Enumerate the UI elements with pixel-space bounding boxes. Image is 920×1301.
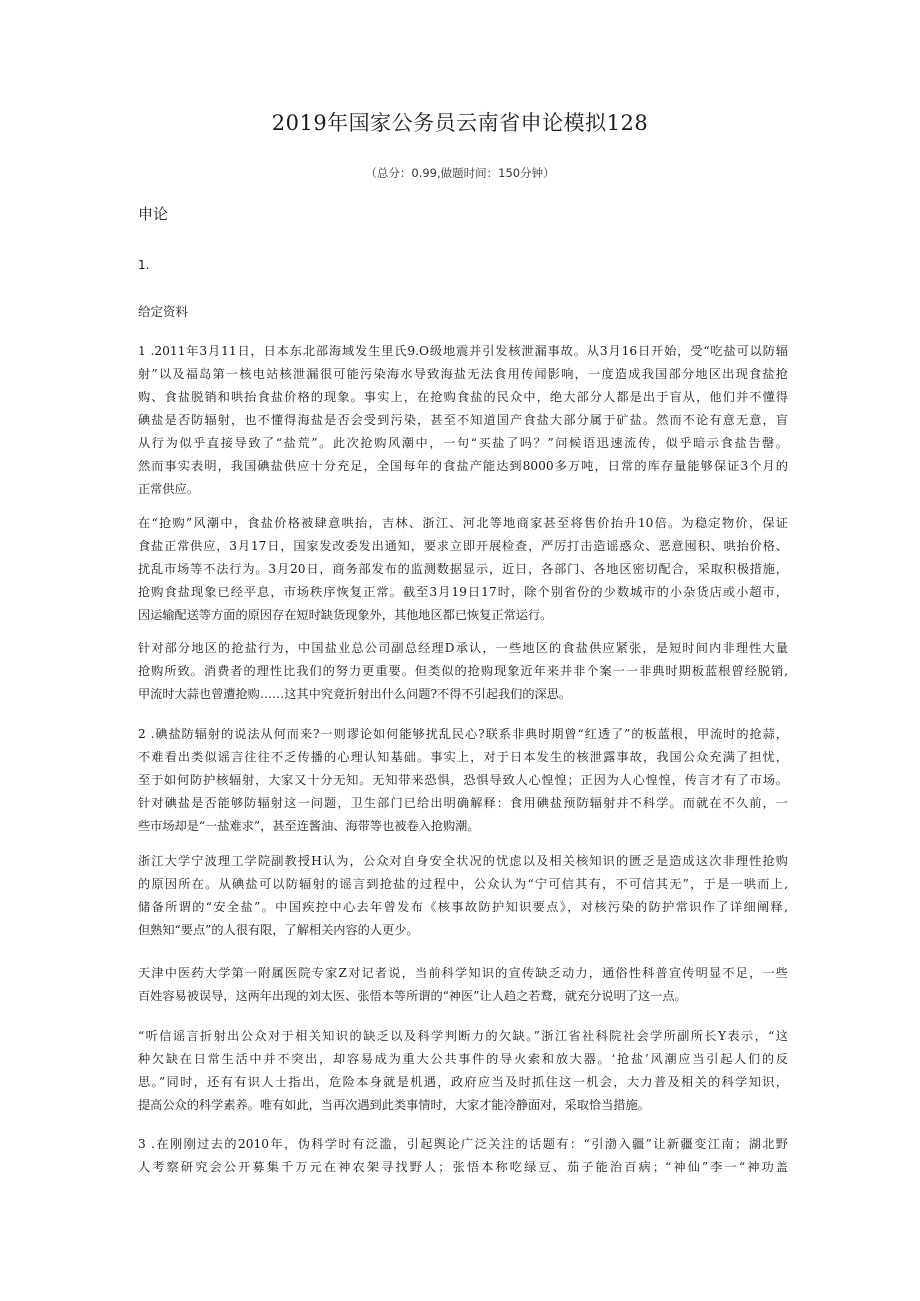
material-label: 给定资料	[138, 304, 189, 319]
text-line: 的原因所在。从碘盐可以防辐射的谣言到抢盐的过程中，公众认为“宁可信其有，不可信其无”，于是一哄而上,	[138, 877, 788, 891]
document-title: 2019年国家公务员云南省申论模拟128	[271, 111, 649, 135]
text-line: 食盐正常供应，3月17日，国家发改委发出通知，要求立即开展检查，严厉打击造谣惑众、恶意囤积、哄抬价格、	[138, 539, 788, 553]
paragraph-2	[138, 512, 788, 627]
text-line: 些市场却是“一盐难求”，甚至连酱油、海带等也被卷入抢购潮。	[138, 819, 480, 833]
text-line: 3 .在刚刚过去的2010年，伪科学时有泛滥，引起舆论广泛关注的话题有：“引渤入疆”让新疆变江南；湖北野	[138, 1137, 788, 1151]
text-line: 浙江大学宁波理工学院副教授H认为，公众对自身安全状况的忧虑以及相关核知识的匮乏是造成这次非理性抢购	[138, 854, 788, 868]
paragraph-4	[138, 723, 788, 838]
text-line: 但熟知“要点”的人很有限，了解相关内容的人更少。	[138, 923, 419, 937]
text-line: 百姓容易被误导，这两年出现的刘太医、张悟本等所谓的“神医”让人趋之若鹜，就充分说明了这一点。	[138, 989, 687, 1003]
text-line: 射”以及福岛第一核电站核泄漏很可能污染海水导致海盐无法食用传闻影响，一度造成我国部分地区出现食盐抢	[138, 367, 788, 381]
text-line: 天津中医药大学第一附属医院专家Z对记者说，当前科学知识的宣传缺乏动力，通俗性科普宣传明显不足，一些	[138, 966, 788, 980]
text-line: 针对部分地区的抢盐行为，中国盐业总公司副总经理D承认，一些地区的食盐供应紧张，是短时间内非理性大量	[138, 641, 788, 655]
text-line: 因运输配送等方面的原因存在短时缺货现象外，其他地区都已恢复正常运行。	[138, 608, 553, 622]
text-line: 储备所谓的“安全盐”。中国疾控中心去年曾发布《核事故防护知识要点》，对核污染的防护常识作了详细阐释,	[138, 900, 788, 914]
text-line: 扰乱市场等不法行为。3月20日，商务部发布的监测数据显示，近日，各部门、各地区密切配合，采取积极措施，	[138, 562, 788, 576]
text-line: 2 .碘盐防辐射的说法从何而来?一则谬论如何能够扰乱民心?联系非典时期曾“红透了”的板蓝根，甲流时的抢蒜，	[138, 727, 788, 741]
paragraph-8	[138, 1133, 788, 1179]
paragraph-6	[138, 962, 788, 1008]
text-line: 正常供应。	[138, 482, 199, 496]
text-line: 购、食盐脱销和哄抬食盐价格的现象。事实上，在抢购食盐的民众中，绝大部分人都是出于盲从，他们并不懂得	[138, 390, 788, 404]
text-line: 不难看出类似谣言往往不乏传播的心理认知基础。事实上，对于日本发生的核泄露事故，我国公众充满了担忧，	[138, 750, 788, 764]
text-line: 抢购所致。消费者的理性比我们的努力更重要。但类似的抢购现象近年来并非个案一一非典时期板蓝根曾经脱销,	[138, 664, 788, 678]
text-line: 至于如何防护核辐射，大家又十分无知。无知带来恐惧，恐惧导致人心惶惶；正因为人心惶惶，传言才有了市场。	[138, 773, 788, 787]
text-line: 人考察研究会公开募集千万元在神农架寻找野人；张悟本称吃绿豆、茄子能治百病；“神仙”李一“神功盖	[138, 1160, 788, 1174]
text-line: 思。”同时，还有有识人士指出，危险本身就是机遇，政府应当及时抓住这一机会，大力普及相关的科学知识，	[138, 1075, 788, 1089]
text-line: 抢购食盐现象已经平息，市场秩序恢复正常。截至3月19日17时，除个别省份的少数城市的小杂货店或小超市，	[138, 585, 788, 599]
text-line: 1 .2011年3月11日，日本东北部海域发生里氏9.O级地震并引发核泄漏事故。从3月16日开始，受“吃盐可以防辐	[138, 344, 788, 358]
question-number: 1.	[138, 258, 150, 272]
text-line: 针对碘盐是否能够防辐射这一问题，卫生部门已给出明确解释：食用碘盐预防辐射并不科学。而就在不久前，一	[138, 796, 788, 810]
paragraph-3	[138, 637, 788, 706]
paragraph-5	[138, 850, 788, 942]
text-line: 种欠缺在日常生活中并不突出，却容易成为重大公共事件的导火索和放大器。‘抢盐’风潮应当引起人们的反	[138, 1052, 788, 1066]
exam-meta: （总分：0.99,做题时间：150分钟）	[365, 166, 555, 180]
text-line: 碘盐是否防辐射，也不懂得海盐是否会受到污染，甚至不知道国产食盐大部分属于矿盐。然而不论有意无意，盲	[138, 413, 788, 427]
section-heading: 申论	[138, 205, 169, 223]
text-line: 提高公众的科学素养。唯有如此，当再次遇到此类事情时，大家才能冷静面对，采取恰当措施。	[138, 1098, 650, 1112]
text-line: 在“抢购”风潮中，食盐价格被肆意哄抬，吉林、浙江、河北等地商家甚至将售价抬升10倍。为稳定物价，保证	[138, 516, 788, 530]
paragraph-7	[138, 1025, 788, 1117]
text-line: 从行为似乎直接导致了“盐荒”。此次抢购风潮中，一句“买盐了吗？”问候语迅速流传，似乎暗示食盐告罄。	[138, 436, 788, 450]
text-line: 甲流时大蒜也曾遭抢购……这其中究竟折射出什么问题?不得不引起我们的深思。	[138, 687, 572, 701]
text-line: 然而事实表明，我国碘盐供应十分充足，全国每年的食盐产能达到8000多万吨，日常的库存量能够保证3个月的	[138, 459, 788, 473]
text-line: “听信谣言折射出公众对于相关知识的缺乏以及科学判断力的欠缺。”浙江省社科院社会学所副所长Y表示，“这	[138, 1029, 788, 1043]
paragraph-1	[138, 340, 788, 501]
